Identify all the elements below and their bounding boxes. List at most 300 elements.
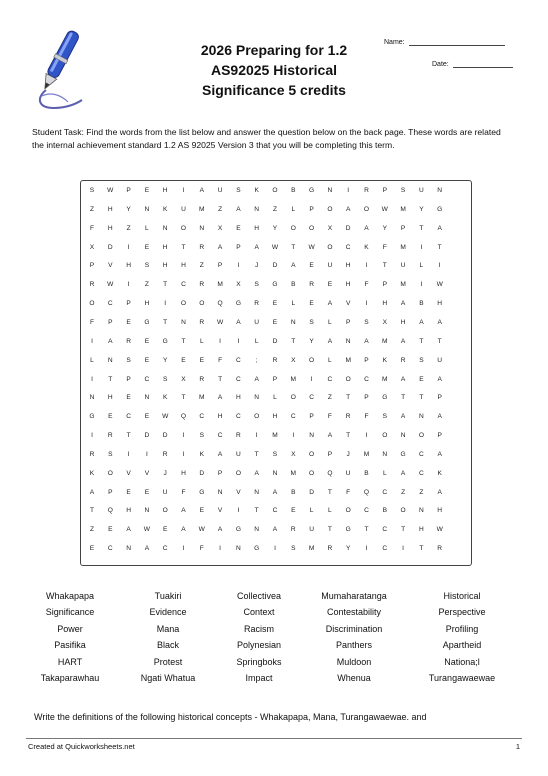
grid-letter[interactable]: A (364, 224, 369, 232)
grid-letter[interactable]: Q (217, 300, 223, 308)
grid-letter[interactable]: A (437, 375, 442, 383)
grid-letter[interactable]: B (291, 187, 296, 194)
grid-letter[interactable]: O (345, 375, 351, 383)
grid-letter[interactable]: Q (180, 413, 187, 421)
grid-letter[interactable]: B (291, 281, 296, 289)
grid-letter[interactable]: P (345, 318, 351, 326)
grid-letter[interactable]: R (400, 356, 406, 364)
grid-letter[interactable]: A (400, 413, 406, 421)
grid-letter[interactable]: I (402, 545, 405, 553)
grid-letter[interactable]: T (218, 375, 223, 383)
grid-letter[interactable]: E (291, 507, 296, 515)
grid-letter[interactable]: E (272, 318, 278, 326)
grid-letter[interactable]: T (419, 545, 424, 553)
grid-letter[interactable]: M (290, 375, 297, 383)
grid-letter[interactable]: A (345, 205, 351, 213)
grid-letter[interactable]: E (419, 375, 424, 383)
grid-letter[interactable]: S (162, 375, 168, 383)
grid-letter[interactable]: F (346, 488, 351, 496)
grid-letter[interactable]: P (364, 356, 369, 364)
grid-letter[interactable]: E (144, 488, 150, 496)
grid-letter[interactable]: E (309, 300, 314, 308)
grid-letter[interactable]: A (437, 318, 442, 326)
grid-letter[interactable]: M (199, 205, 205, 213)
grid-letter[interactable]: A (437, 413, 442, 421)
grid-letter[interactable]: G (309, 187, 315, 194)
grid-letter[interactable]: H (345, 262, 351, 270)
grid-letter[interactable]: Y (419, 205, 424, 213)
grid-letter[interactable]: T (327, 488, 332, 496)
grid-letter[interactable]: T (291, 337, 296, 345)
grid-letter[interactable]: I (292, 432, 295, 440)
grid-letter[interactable]: A (254, 469, 259, 477)
grid-letter[interactable]: O (309, 224, 315, 232)
grid-letter[interactable]: Z (327, 394, 332, 402)
grid-letter[interactable]: Y (345, 545, 351, 553)
grid-letter[interactable]: H (437, 300, 443, 308)
grid-letter[interactable]: I (182, 432, 185, 440)
grid-letter[interactable]: C (199, 413, 205, 421)
grid-letter[interactable]: P (108, 488, 113, 496)
grid-letter[interactable]: R (290, 526, 296, 534)
grid-letter[interactable]: I (420, 243, 423, 251)
grid-letter[interactable]: A (217, 243, 223, 251)
grid-letter[interactable]: T (419, 394, 424, 402)
grid-letter[interactable]: C (236, 413, 241, 421)
grid-letter[interactable]: N (345, 337, 351, 345)
grid-letter[interactable]: A (272, 488, 278, 496)
grid-letter[interactable]: I (365, 545, 368, 553)
grid-letter[interactable]: R (364, 187, 369, 194)
grid-letter[interactable]: R (236, 432, 241, 440)
grid-letter[interactable]: M (400, 243, 406, 251)
grid-letter[interactable]: R (272, 356, 278, 364)
grid-letter[interactable]: T (181, 394, 186, 402)
grid-letter[interactable]: T (126, 432, 131, 440)
grid-letter[interactable]: U (236, 450, 241, 458)
grid-letter[interactable]: A (437, 224, 442, 232)
grid-letter[interactable]: F (327, 413, 332, 421)
grid-letter[interactable]: M (345, 356, 351, 364)
grid-letter[interactable]: E (327, 281, 333, 289)
grid-letter[interactable]: H (437, 507, 443, 515)
grid-letter[interactable]: P (400, 224, 406, 232)
grid-letter[interactable]: L (291, 300, 296, 308)
grid-letter[interactable]: N (89, 394, 95, 402)
grid-letter[interactable]: V (345, 300, 351, 308)
grid-letter[interactable]: B (364, 469, 369, 477)
grid-letter[interactable]: O (199, 300, 205, 308)
grid-letter[interactable]: N (236, 545, 241, 553)
grid-letter[interactable]: T (291, 243, 296, 251)
grid-letter[interactable]: R (199, 375, 205, 383)
grid-letter[interactable]: P (382, 281, 387, 289)
grid-letter[interactable]: T (346, 394, 351, 402)
grid-letter[interactable]: N (181, 318, 186, 326)
grid-letter[interactable]: H (162, 187, 168, 194)
grid-letter[interactable]: A (419, 318, 424, 326)
grid-letter[interactable]: X (327, 224, 333, 232)
grid-letter[interactable]: ; (255, 356, 258, 364)
grid-letter[interactable]: O (107, 469, 113, 477)
grid-letter[interactable]: E (181, 356, 186, 364)
grid-letter[interactable]: B (419, 300, 424, 308)
grid-letter[interactable]: P (437, 394, 442, 402)
grid-letter[interactable]: O (290, 224, 296, 232)
grid-letter[interactable]: S (382, 413, 387, 421)
grid-letter[interactable]: X (181, 375, 186, 383)
grid-letter[interactable]: Y (162, 356, 168, 364)
grid-letter[interactable]: H (107, 394, 113, 402)
grid-letter[interactable]: P (382, 187, 387, 194)
grid-letter[interactable]: G (89, 413, 95, 421)
grid-letter[interactable]: A (217, 394, 223, 402)
grid-letter[interactable]: X (291, 356, 296, 364)
grid-letter[interactable]: L (382, 469, 387, 477)
grid-letter[interactable]: E (126, 394, 131, 402)
grid-letter[interactable]: N (272, 469, 278, 477)
grid-letter[interactable]: C (236, 356, 241, 364)
grid-letter[interactable]: Q (327, 469, 333, 477)
grid-letter[interactable]: E (108, 413, 113, 421)
grid-letter[interactable]: J (255, 262, 259, 270)
grid-letter[interactable]: C (236, 375, 241, 383)
grid-letter[interactable]: G (235, 300, 241, 308)
grid-letter[interactable]: I (127, 281, 130, 289)
grid-letter[interactable]: L (328, 318, 332, 326)
grid-letter[interactable]: K (364, 243, 369, 251)
grid-letter[interactable]: X (217, 224, 223, 232)
grid-letter[interactable]: V (236, 488, 241, 496)
grid-letter[interactable]: Z (419, 488, 424, 496)
grid-letter[interactable]: T (401, 394, 406, 402)
grid-letter[interactable]: P (437, 432, 442, 440)
grid-letter[interactable]: L (199, 337, 204, 345)
grid-letter[interactable]: I (237, 262, 240, 270)
grid-letter[interactable]: R (162, 450, 168, 458)
grid-letter[interactable]: E (236, 224, 241, 232)
grid-letter[interactable]: H (181, 262, 186, 270)
grid-letter[interactable]: T (181, 337, 186, 345)
grid-letter[interactable]: F (364, 281, 369, 289)
grid-letter[interactable]: N (144, 394, 150, 402)
grid-letter[interactable]: Z (218, 205, 223, 213)
grid-letter[interactable]: G (235, 526, 241, 534)
grid-letter[interactable]: M (217, 281, 223, 289)
grid-letter[interactable]: L (273, 394, 277, 402)
grid-letter[interactable]: I (365, 300, 368, 308)
grid-letter[interactable]: T (382, 262, 387, 270)
grid-letter[interactable]: I (274, 545, 276, 553)
grid-letter[interactable]: K (89, 469, 95, 477)
grid-letter[interactable]: N (162, 224, 168, 232)
grid-letter[interactable]: L (145, 224, 149, 232)
grid-letter[interactable]: J (163, 469, 167, 477)
grid-letter[interactable]: E (199, 507, 204, 515)
grid-letter[interactable]: F (181, 488, 186, 496)
grid-letter[interactable]: N (217, 488, 223, 496)
grid-letter[interactable]: H (382, 300, 388, 308)
grid-letter[interactable]: G (254, 545, 260, 553)
grid-letter[interactable]: C (382, 526, 388, 534)
grid-letter[interactable]: E (272, 300, 278, 308)
grid-letter[interactable]: O (327, 243, 333, 251)
grid-letter[interactable]: I (420, 281, 423, 289)
grid-letter[interactable]: E (144, 337, 150, 345)
grid-letter[interactable]: W (216, 318, 224, 326)
grid-letter[interactable]: O (327, 205, 333, 213)
grid-letter[interactable]: A (181, 507, 186, 515)
grid-letter[interactable]: O (89, 300, 95, 308)
grid-letter[interactable]: V (144, 469, 150, 477)
grid-letter[interactable]: J (346, 450, 350, 458)
grid-letter[interactable]: U (217, 187, 223, 194)
grid-letter[interactable]: E (108, 526, 113, 534)
grid-letter[interactable]: S (144, 262, 150, 270)
grid-letter[interactable]: T (437, 243, 442, 251)
grid-letter[interactable]: I (237, 507, 240, 515)
grid-letter[interactable]: S (236, 187, 241, 194)
grid-letter[interactable]: I (164, 300, 167, 308)
grid-letter[interactable]: I (182, 450, 185, 458)
grid-letter[interactable]: O (290, 394, 296, 402)
grid-letter[interactable]: C (217, 432, 223, 440)
grid-letter[interactable]: A (217, 526, 223, 534)
grid-letter[interactable]: K (162, 205, 168, 213)
grid-letter[interactable]: Z (144, 281, 149, 289)
name-line[interactable] (409, 37, 505, 46)
grid-letter[interactable]: U (181, 205, 186, 213)
grid-letter[interactable]: O (162, 507, 168, 515)
grid-letter[interactable]: F (218, 356, 223, 364)
grid-letter[interactable]: T (437, 337, 442, 345)
grid-letter[interactable]: S (400, 187, 406, 194)
grid-letter[interactable]: H (162, 262, 168, 270)
grid-letter[interactable]: S (291, 545, 296, 553)
grid-letter[interactable]: I (182, 187, 185, 194)
grid-letter[interactable]: D (107, 243, 113, 251)
grid-letter[interactable]: N (327, 187, 333, 194)
grid-letter[interactable]: A (437, 488, 442, 496)
grid-letter[interactable]: A (400, 337, 406, 345)
grid-letter[interactable]: R (199, 318, 205, 326)
grid-letter[interactable]: E (144, 413, 150, 421)
grid-letter[interactable]: V (217, 507, 223, 515)
grid-letter[interactable]: R (437, 545, 443, 553)
grid-letter[interactable]: N (199, 224, 205, 232)
grid-letter[interactable]: I (438, 262, 441, 270)
grid-letter[interactable]: H (126, 507, 131, 515)
grid-letter[interactable]: P (327, 450, 333, 458)
grid-letter[interactable]: T (364, 526, 369, 534)
grid-letter[interactable]: G (400, 450, 406, 458)
grid-letter[interactable]: C (364, 507, 369, 515)
grid-letter[interactable]: A (89, 488, 95, 496)
date-line[interactable] (453, 59, 513, 68)
grid-letter[interactable]: F (89, 318, 95, 326)
grid-letter[interactable]: M (382, 337, 388, 345)
grid-letter[interactable]: E (126, 318, 131, 326)
grid-letter[interactable]: O (180, 300, 187, 308)
grid-letter[interactable]: G (272, 281, 278, 289)
grid-letter[interactable]: N (437, 187, 443, 194)
grid-letter[interactable]: Y (382, 224, 387, 232)
grid-letter[interactable]: O (382, 432, 388, 440)
grid-letter[interactable]: A (327, 300, 333, 308)
grid-letter[interactable]: W (436, 526, 443, 534)
grid-letter[interactable]: O (309, 469, 315, 477)
grid-letter[interactable]: E (144, 356, 150, 364)
grid-letter[interactable]: A (437, 450, 442, 458)
grid-letter[interactable]: Z (126, 224, 131, 232)
grid-letter[interactable]: P (126, 375, 131, 383)
grid-letter[interactable]: I (91, 432, 93, 440)
grid-letter[interactable]: A (199, 187, 204, 194)
grid-letter[interactable]: W (107, 187, 114, 194)
grid-letter[interactable]: H (419, 526, 424, 534)
grid-letter[interactable]: P (126, 300, 131, 308)
grid-letter[interactable]: A (291, 262, 296, 270)
grid-letter[interactable]: V (108, 262, 113, 270)
grid-letter[interactable]: F (364, 413, 369, 421)
grid-letter[interactable]: D (199, 469, 205, 477)
grid-letter[interactable]: I (237, 337, 240, 345)
grid-letter[interactable]: P (309, 205, 314, 213)
grid-letter[interactable]: M (363, 450, 370, 458)
grid-letter[interactable]: K (162, 394, 168, 402)
grid-letter[interactable]: T (346, 432, 351, 440)
grid-letter[interactable]: V (126, 469, 131, 477)
grid-letter[interactable]: I (347, 187, 350, 194)
grid-letter[interactable]: C (126, 413, 131, 421)
grid-letter[interactable]: I (127, 243, 130, 251)
grid-letter[interactable]: A (144, 545, 150, 553)
grid-letter[interactable]: W (107, 281, 114, 289)
grid-letter[interactable]: E (199, 356, 204, 364)
grid-letter[interactable]: I (310, 375, 313, 383)
grid-letter[interactable]: W (308, 243, 315, 251)
grid-letter[interactable]: C (107, 545, 113, 553)
grid-letter[interactable]: L (328, 356, 332, 364)
grid-letter[interactable]: Y (272, 224, 278, 232)
grid-letter[interactable]: H (272, 413, 278, 421)
grid-letter[interactable]: N (254, 488, 260, 496)
grid-letter[interactable]: N (254, 526, 260, 534)
grid-letter[interactable]: C (419, 450, 424, 458)
grid-letter[interactable]: L (291, 205, 296, 213)
grid-letter[interactable]: T (89, 507, 95, 515)
grid-letter[interactable]: S (89, 187, 95, 194)
grid-letter[interactable]: T (254, 450, 259, 458)
grid-letter[interactable]: G (382, 394, 388, 402)
grid-letter[interactable]: H (400, 318, 406, 326)
grid-letter[interactable]: K (382, 356, 387, 364)
grid-letter[interactable]: U (345, 469, 351, 477)
grid-letter[interactable]: F (199, 545, 204, 553)
grid-letter[interactable]: U (254, 318, 260, 326)
grid-letter[interactable]: R (254, 300, 260, 308)
grid-letter[interactable]: X (236, 281, 241, 289)
grid-letter[interactable]: H (217, 413, 223, 421)
grid-letter[interactable]: A (236, 318, 241, 326)
grid-letter[interactable]: H (162, 243, 168, 251)
grid-letter[interactable]: Z (89, 205, 95, 213)
grid-letter[interactable]: I (255, 432, 258, 440)
grid-letter[interactable]: F (382, 243, 387, 251)
grid-letter[interactable]: S (419, 356, 424, 364)
grid-letter[interactable]: R (107, 432, 113, 440)
grid-letter[interactable]: O (254, 413, 260, 421)
grid-letter[interactable]: D (272, 337, 278, 345)
grid-letter[interactable]: T (163, 281, 168, 289)
grid-letter[interactable]: R (199, 281, 205, 289)
grid-letter[interactable]: H (254, 224, 260, 232)
grid-letter[interactable]: N (309, 432, 314, 440)
grid-letter[interactable]: T (401, 526, 406, 534)
grid-letter[interactable]: R (309, 281, 314, 289)
grid-letter[interactable]: N (290, 318, 296, 326)
grid-letter[interactable]: C (144, 375, 150, 383)
grid-letter[interactable]: I (219, 545, 222, 553)
grid-letter[interactable]: U (309, 526, 314, 534)
grid-letter[interactable]: M (272, 432, 278, 440)
grid-letter[interactable]: R (126, 337, 131, 345)
grid-letter[interactable]: O (272, 187, 278, 194)
grid-letter[interactable]: C (327, 375, 333, 383)
grid-letter[interactable]: C (107, 300, 113, 308)
grid-letter[interactable]: X (89, 243, 95, 251)
grid-letter[interactable]: L (309, 507, 314, 515)
grid-letter[interactable]: K (437, 469, 442, 477)
grid-letter[interactable]: W (436, 281, 443, 289)
grid-letter[interactable]: W (271, 243, 279, 251)
grid-letter[interactable]: O (363, 205, 370, 213)
grid-letter[interactable]: I (219, 337, 222, 345)
grid-letter[interactable]: P (108, 318, 113, 326)
grid-letter[interactable]: N (400, 432, 406, 440)
grid-letter[interactable]: S (254, 281, 259, 289)
grid-letter[interactable]: N (107, 356, 113, 364)
grid-letter[interactable]: X (291, 450, 296, 458)
grid-letter[interactable]: M (382, 375, 388, 383)
grid-letter[interactable]: C (162, 545, 168, 553)
grid-letter[interactable]: C (382, 545, 388, 553)
grid-letter[interactable]: L (90, 356, 94, 364)
grid-letter[interactable]: I (365, 262, 368, 270)
grid-letter[interactable]: M (400, 281, 406, 289)
grid-letter[interactable]: C (272, 507, 278, 515)
grid-letter[interactable]: G (437, 205, 443, 213)
grid-letter[interactable]: N (254, 394, 260, 402)
grid-letter[interactable]: S (199, 432, 204, 440)
grid-letter[interactable]: I (91, 375, 93, 383)
grid-letter[interactable]: U (327, 262, 333, 270)
grid-letter[interactable]: O (309, 450, 315, 458)
grid-letter[interactable]: T (108, 375, 113, 383)
grid-letter[interactable]: E (144, 243, 150, 251)
grid-letter[interactable]: A (108, 337, 113, 345)
grid-letter[interactable]: L (328, 507, 332, 515)
grid-letter[interactable]: T (419, 224, 424, 232)
grid-letter[interactable]: W (162, 413, 169, 421)
grid-letter[interactable]: A (217, 450, 223, 458)
grid-letter[interactable]: S (364, 318, 369, 326)
grid-letter[interactable]: M (199, 394, 205, 402)
grid-letter[interactable]: Y (309, 337, 314, 345)
grid-letter[interactable]: W (143, 526, 150, 534)
grid-letter[interactable]: G (162, 337, 168, 345)
grid-letter[interactable]: A (364, 337, 369, 345)
